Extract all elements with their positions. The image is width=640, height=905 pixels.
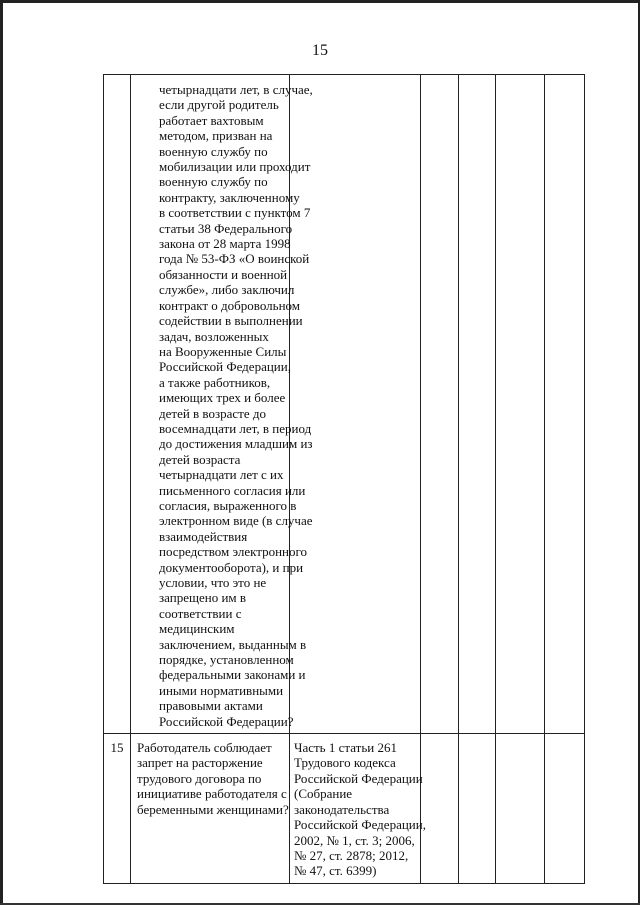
text-line: (Собрание xyxy=(294,786,353,802)
text-line: согласия, выраженного в xyxy=(159,497,297,513)
text-line: инициативе работодателя с xyxy=(137,786,287,802)
requirement-cell xyxy=(131,734,290,884)
text-line: трудового договора по xyxy=(137,770,262,786)
answer-no-cell xyxy=(459,734,496,884)
text-line: контракту, заключенному xyxy=(159,189,300,205)
text-line: четырнадцати лет с их xyxy=(159,467,284,483)
text-line: военную службу по xyxy=(159,143,268,159)
answer-not-applicable-cell xyxy=(496,75,545,734)
text-line: № 47, ст. 6399) xyxy=(294,863,377,879)
text-line: Работодатель соблюдает xyxy=(137,740,272,756)
text-line: статьи 38 Федерального xyxy=(159,220,293,236)
text-line: Российской Федерации, xyxy=(159,359,291,375)
legal-basis-cell xyxy=(290,734,426,884)
text-line: запрет на расторжение xyxy=(137,755,263,771)
text-line: в соответствии с пунктом 7 xyxy=(159,205,311,221)
text-line: письменного согласия или xyxy=(159,482,306,498)
text-line: документооборота), и при xyxy=(159,559,304,575)
text-line: имеющих трех и более xyxy=(159,390,286,406)
text-line: беременными женщинами? xyxy=(137,801,289,817)
text-line: Российской Федерации? xyxy=(159,713,294,729)
text-line: федеральными законами и xyxy=(159,667,306,683)
answer-yes-cell xyxy=(421,75,459,734)
text-line: детей в возрасте до xyxy=(159,405,266,421)
text-line: законодательства xyxy=(294,801,390,817)
row-number: 15 xyxy=(104,734,131,884)
table-row-continued xyxy=(104,75,585,734)
text-line: взаимодействия xyxy=(159,528,248,544)
text-line: работает вахтовым xyxy=(159,112,264,128)
text-line: Трудового кодекса xyxy=(294,755,396,771)
answer-yes-cell xyxy=(421,734,459,884)
text-line: года № 53-ФЗ «О воинской xyxy=(159,251,310,267)
text-line: Российской Федерации xyxy=(294,770,423,786)
text-line: иными нормативными xyxy=(159,682,284,698)
text-line: контракт о добровольном xyxy=(159,297,301,313)
text-line: порядке, установленном xyxy=(159,652,294,668)
requirement-cell xyxy=(131,75,313,734)
text-line: электронном виде (в случае xyxy=(159,513,313,529)
notes-cell xyxy=(545,734,585,884)
text-line: до достижения младшим из xyxy=(159,436,313,452)
text-line: № 27, ст. 2878; 2012, xyxy=(294,847,409,863)
text-line: 2002, № 1, ст. 3; 2006, xyxy=(294,832,415,848)
table-row-15 xyxy=(104,734,585,884)
text-line: заключением, выданным в xyxy=(159,636,307,652)
text-line: восемнадцати лет, в период xyxy=(159,420,312,436)
text-line: запрещено им в xyxy=(159,590,247,606)
text-line: Российской Федерации, xyxy=(294,817,426,833)
answer-no-cell xyxy=(459,75,496,734)
text-line: условии, что это не xyxy=(159,575,267,590)
text-line: посредством электронного xyxy=(159,544,308,560)
answer-not-applicable-cell xyxy=(496,734,545,884)
text-line: закона от 28 марта 1998 xyxy=(159,236,291,252)
text-line: четырнадцати лет, в случае, xyxy=(159,82,313,97)
requirement-text xyxy=(137,740,287,817)
text-line: соответствии с xyxy=(159,605,242,621)
scan-border-top xyxy=(0,0,640,3)
number-cell xyxy=(104,75,131,734)
requirement-text xyxy=(159,82,313,729)
page-number: 15 xyxy=(312,42,328,59)
text-line: детей возраста xyxy=(159,451,241,467)
checklist-table xyxy=(103,74,585,884)
text-line: задач, возложенных xyxy=(159,328,269,344)
scan-border-left xyxy=(0,0,3,905)
text-line: обязанности и военной xyxy=(159,266,288,282)
text-line: правовыми актами xyxy=(159,698,263,714)
text-line: а также работников, xyxy=(159,374,271,390)
text-line: методом, призван на xyxy=(159,128,273,144)
text-line: Часть 1 статьи 261 xyxy=(294,740,397,756)
notes-cell xyxy=(545,75,585,734)
text-line: содействии в выполнении xyxy=(159,313,303,329)
text-line: мобилизации или проходит xyxy=(159,159,311,175)
text-line: на Вооруженные Силы xyxy=(159,343,287,359)
text-line: военную службу по xyxy=(159,174,268,190)
text-line: службе», либо заключил xyxy=(159,282,295,298)
legal-basis-text xyxy=(294,740,426,879)
text-line: медицинским xyxy=(159,621,235,637)
text-line: если другой родитель xyxy=(159,97,279,113)
